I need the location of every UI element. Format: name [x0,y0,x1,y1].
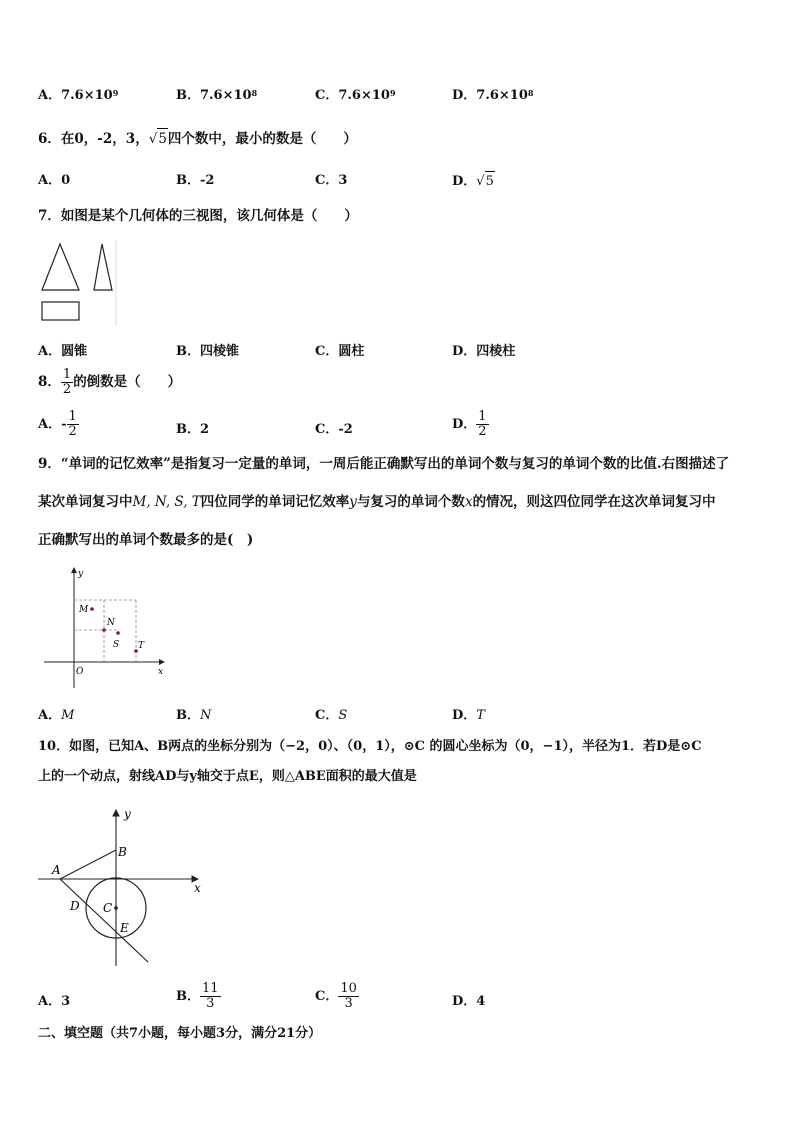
q9-graph-y-label: y [78,569,84,579]
q8-option-a-minus: - [61,417,67,432]
q8-option-c [315,420,353,440]
q8-number: 8． [38,374,61,390]
q5-option-b-exp: 8 [251,88,258,98]
q5-option-a-text: A．7.6×10 [38,88,113,103]
q10-ray-ad [60,879,148,962]
q8-option-d [452,410,489,439]
q6-option-b-label: B． [176,173,200,188]
q10-option-d: D．4 [452,994,486,1009]
q9-line-2 [38,492,716,512]
q9-option-d-var: T [476,708,485,723]
q6-option-a: A．0 [38,173,71,188]
q9-line-1: 9．“单词的记忆效率”是指复习一定量的单词，一周后能正确默写出的单词个数与复习的单词个数的比值.右图描述了 [38,456,730,472]
q10-option-c-label: C． [315,989,339,1004]
q7-three-view-figure [36,238,120,328]
q8-option-c-value: 2 [343,422,353,437]
q8-option-a-numerator: 1 [68,409,77,424]
q10-label-d: D [70,899,80,913]
q10-label-b: B [118,845,127,859]
q6-option-b-value: 2 [205,173,215,188]
q9-option-b [176,706,211,726]
q8-option-a-label: A． [38,417,62,432]
q10-option-b [176,982,221,1011]
q6-option-b [176,171,214,191]
q6-sqrt: √5 [149,128,168,149]
q10-label-x: x [194,881,201,895]
q10-option-b-denominator: 3 [200,996,221,1011]
q9-label-t: T [138,641,145,651]
q10-line-1: 10．如图，已知A、B两点的坐标分别为（−2，0）、（0，1），⊙C 的圆心坐标为（0，−1），半径为1．若D是⊙C [38,739,702,754]
q10-option-b-fraction [200,982,221,1011]
q7-side-view-triangle [94,244,112,290]
q9-line-2-mid2: 与复习的单词个数 [356,494,465,510]
q8-option-d-denominator: 2 [478,424,487,439]
q5-option-d-text: D．7.6×10 [452,88,528,103]
q8-option-a-denominator: 2 [68,424,77,439]
q10-graph [36,804,206,970]
q9-option-c [315,706,347,726]
q8-option-d-fraction [476,410,488,439]
q6-stem-mid: 2，3， [102,131,149,147]
q6-option-c: C．3 [315,173,348,188]
q9-var-x: x [464,494,473,510]
q8-frac-denominator: 2 [62,382,72,397]
q6-stem-post: 四个数中，最小的数是（ ） [167,131,357,147]
q8-stem [38,368,181,397]
q8-fraction [61,368,73,397]
q5-option-c-exp: 9 [389,88,396,98]
q9-option-c-label: C． [315,708,339,723]
q9-graph [40,564,170,694]
q5-option-c [315,86,396,106]
q9-line-3: 正确默写出的单词个数最多的是( ) [38,532,254,548]
q9-graph-origin-label: O [76,667,84,677]
q8-option-d-label: D． [452,417,477,432]
q9-point-s [116,631,120,635]
q6-radicand: 5 [157,128,168,149]
q9-line-2-vars: M, N, S, T [132,494,201,510]
q10-label-c: C [103,901,113,915]
q10-option-a: A．3 [38,994,71,1009]
q9-line-2-post: 的情况，则这四位同学在这次单词复习中 [472,494,716,510]
q8-option-d-numerator: 1 [478,409,487,424]
q10-segment-ab [60,850,116,879]
section-2-heading: 二、填空题（共7小题，每小题3分，满分21分） [38,1026,322,1041]
q6-stem [38,128,357,149]
q7-stem: 7．如图是某个几何体的三视图，该几何体是（ ） [38,208,358,224]
q9-option-d [452,706,485,726]
q6-minus-sign: - [97,131,103,147]
q9-option-a [38,706,74,726]
q5-option-b-text: B．7.6×10 [176,88,252,103]
q10-label-e: E [120,921,129,935]
q10-option-c-denominator: 3 [338,996,359,1011]
q6-option-b-minus: - [200,173,206,188]
q10-option-c-numerator: 10 [340,981,357,996]
q9-option-b-var: N [200,708,212,723]
q10-center-point [114,906,118,910]
q6-option-d-sqrt: √5 [476,171,495,192]
q10-line-2: 上的一个动点，射线AD与y轴交于点E，则△ABE面积的最大值是 [38,769,417,784]
q9-option-c-var: S [338,708,348,723]
q10-option-b-numerator: 11 [202,981,219,996]
q9-label-s: S [113,640,120,650]
q7-front-view-triangle [42,244,79,290]
q5-option-d-exp: 8 [527,88,534,98]
q8-option-c-minus: - [338,422,344,437]
q9-line-2-pre: 某次单词复习中 [38,494,133,510]
q9-point-m [90,607,94,611]
q8-option-b: B．2 [176,422,210,437]
q7-option-d: D．四棱柱 [452,344,516,359]
q5-option-a-exp: 9 [112,88,119,98]
q6-option-d-radicand: 5 [485,171,495,192]
q5-option-c-text: C．7.6×10 [315,88,390,103]
q6-stem-pre: 6．在0， [38,131,98,147]
q10-label-a: A [52,863,61,877]
q9-label-n: N [107,618,115,628]
q8-stem-post: 的倒数是（ ） [73,374,182,390]
q9-option-b-label: B． [176,708,200,723]
q9-line-2-mid: 四位同学的单词记忆效率 [200,494,350,510]
q10-option-c [315,982,359,1011]
q8-option-a [38,410,79,439]
q9-point-n [102,628,106,632]
q7-top-view-rectangle [42,302,79,320]
q7-option-a: A．圆锥 [38,344,88,359]
q7-option-b: B．四棱锥 [176,344,239,359]
q7-option-c: C．圆柱 [315,344,365,359]
q9-graph-x-label: x [158,667,164,677]
q9-var-y: y [349,494,357,510]
q5-option-b [176,86,257,106]
q8-frac-numerator: 1 [62,367,72,382]
q10-option-b-label: B． [176,989,200,1004]
q6-option-d [452,171,495,192]
q9-option-a-var: M [61,708,75,723]
q10-option-c-fraction [338,982,359,1011]
q6-option-d-label: D． [452,174,477,189]
q9-option-a-label: A． [38,708,62,723]
q5-option-d [452,86,533,106]
q8-option-c-label: C． [315,422,339,437]
q5-option-a [38,86,118,106]
q10-label-y: y [124,807,131,821]
q9-label-m: M [79,605,89,615]
q9-option-d-label: D． [452,708,477,723]
q8-option-a-fraction [67,410,79,439]
